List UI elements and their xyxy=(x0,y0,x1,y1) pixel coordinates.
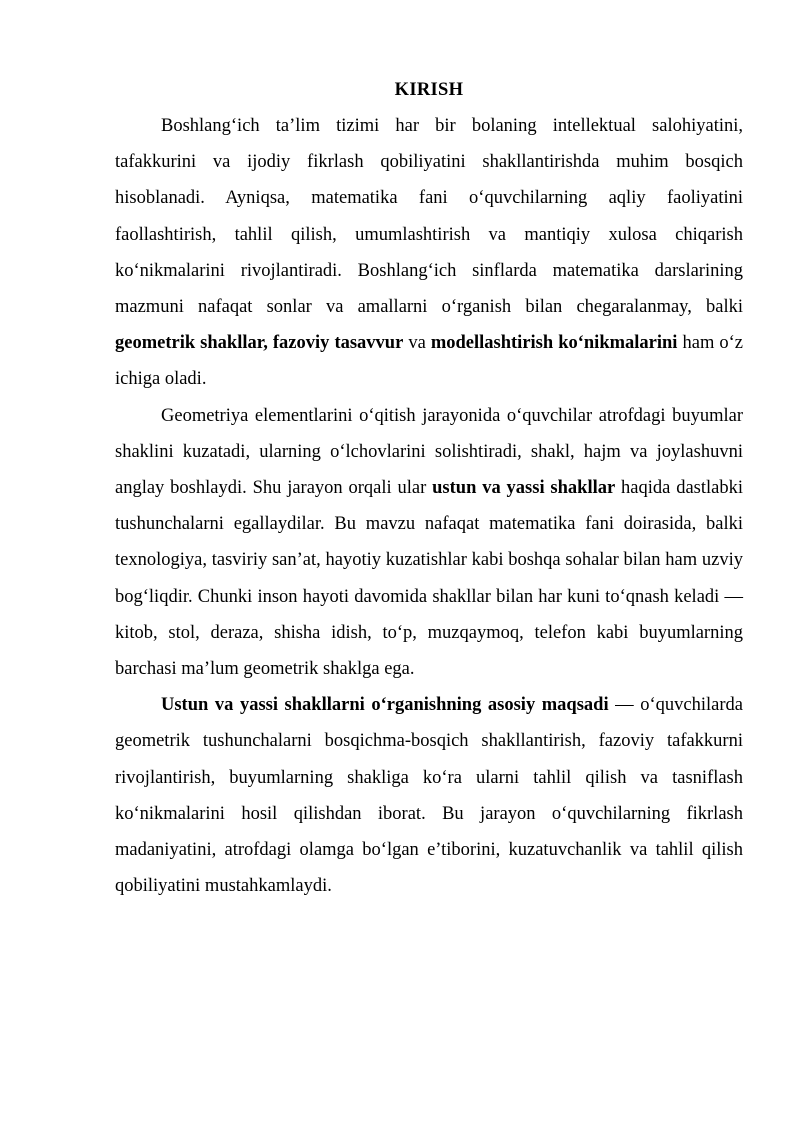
bold-phrase: ustun va yassi shakllar xyxy=(432,478,616,499)
paragraph-text: — o‘quvchilarda geometrik tushunchalarni bosqichma-bosqich shakllantirish, fazoviy tafakkurni rivojlantirish, buyumlarning shakliga ko‘ra ularni tahlil qilish va tasniflash ko‘nikmalarini hosil qilishdan iborat. Bu jarayon o‘quvchilarning fikrlash madaniyatini, atrofdagi olamga bo‘lgan e’tiborini, kuzatuvchanlik va tahlil qilish qobiliyatini mustahkamlaydi. xyxy=(115,695,743,897)
paragraph-text: ham o‘z ichiga oladi. xyxy=(115,333,743,390)
bold-phrase: geometrik shakllar, fazoviy tasavvur xyxy=(115,333,404,354)
bold-phrase: Ustun va yassi shakllarni o‘rganishning asosiy maqsadi xyxy=(161,695,609,716)
paragraph-geometry xyxy=(115,398,743,688)
page-title: KIRISH xyxy=(394,80,464,100)
paragraph-text: va xyxy=(403,333,431,354)
bold-phrase: modellashtirish ko‘nikmalarini xyxy=(430,333,678,354)
paragraph-intro xyxy=(115,108,743,398)
paragraph-text: Boshlang‘ich ta’lim tizimi har bir bolaning intellektual salohiyatini, tafakkurini va ijodiy fikrlash qobiliyatini shakllantirishda muhim bosqich hisoblanadi. Ayniqsa, matematika fani o‘quvchilarning aqliy faoliyatini faollashtirish, tahlil qilish, umumlashtirish va mantiqiy xulosa chiqarish ko‘nikmalarini rivojlantiradi. Boshlang‘ich sinflarda matematika darslarining mazmuni nafaqat sonlar va amallarni o‘rganish bilan chegaralanmay, balki xyxy=(115,116,743,318)
paragraph-text: haqida dastlabki tushunchalarni egallaydilar. Bu mavzu nafaqat matematika fani doirasida, balki texnologiya, tasviriy san’at, hayotiy kuzatishlar kabi boshqa sohalar bilan ham uzviy bog‘liqdir. Chunki inson hayoti davomida shakllar bilan har kuni to‘qnash keladi — kitob, stol, deraza, shisha idish, to‘p, muzqaymoq, telefon kabi buyumlarning barchasi ma’lum geometrik shaklga ega. xyxy=(115,478,743,680)
paragraph-text: Geometriya elementlarini o‘qitish jarayonida o‘quvchilar atrofdagi buyumlar shaklini kuzatadi, ularning o‘lchovlarini solishtiradi, shakl, hajm va joylashuvni anglay boshlaydi. Shu jarayon orqali ular xyxy=(115,405,743,499)
paragraph-goal xyxy=(115,687,743,904)
